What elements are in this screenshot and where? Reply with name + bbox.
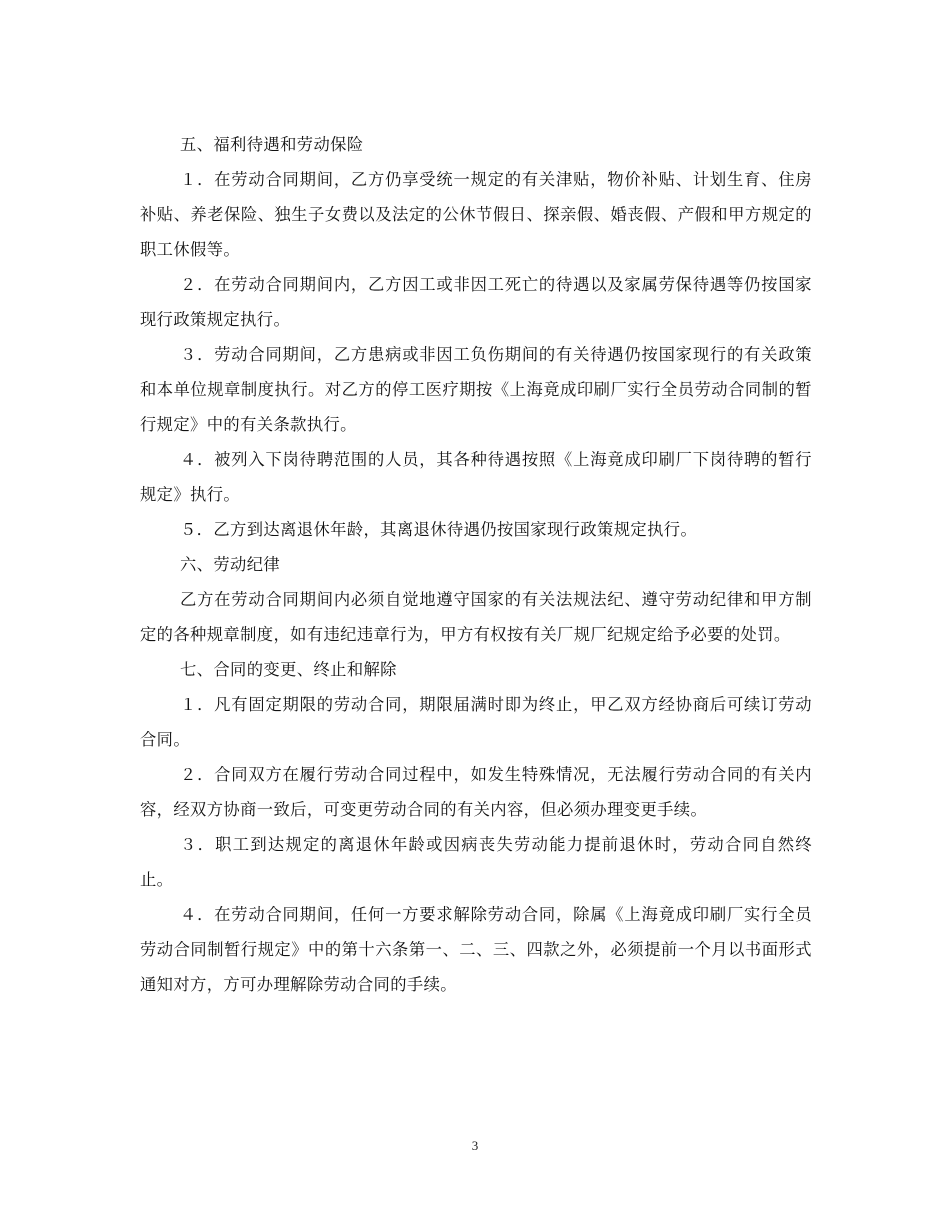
page-number: 3	[471, 1138, 479, 1153]
clause-welfare-3: ３．劳动合同期间，乙方患病或非因工负伤期间的有关待遇仍按国家现行的有关政策和本单位规章制度执行。对乙方的停工医疗期按《上海竟成印刷厂实行全员劳动合同制的暂行规定》中的有关条款执行。	[140, 345, 812, 434]
section-heading-welfare: 五、福利待遇和劳动保险	[180, 135, 364, 154]
section-heading-discipline: 六、劳动纪律	[180, 555, 281, 574]
section-heading-contract-changes: 七、合同的变更、终止和解除	[180, 660, 397, 679]
clause-welfare-5: ５．乙方到达离退休年龄，其离退休待遇仍按国家现行政策规定执行。	[180, 520, 698, 539]
clause-contract-1: １．凡有固定期限的劳动合同，期限届满时即为终止，甲乙双方经协商后可续订劳动合同。	[140, 695, 812, 749]
document-body	[140, 127, 812, 1002]
clause-welfare-1: １．在劳动合同期间，乙方仍享受统一规定的有关津贴，物价补贴、计划生育、住房补贴、养老保险、独生子女费以及法定的公休节假日、探亲假、婚丧假、产假和甲方规定的职工休假等。	[140, 170, 812, 259]
clause-contract-3: ３．职工到达规定的离退休年龄或因病丧失劳动能力提前退休时，劳动合同自然终止。	[140, 835, 812, 889]
clause-welfare-2: ２．在劳动合同期间内，乙方因工或非因工死亡的待遇以及家属劳保待遇等仍按国家现行政策规定执行。	[140, 275, 812, 329]
clause-contract-4: ４．在劳动合同期间，任何一方要求解除劳动合同，除属《上海竟成印刷厂实行全员劳动合同制暂行规定》中的第十六条第一、二、三、四款之外，必须提前一个月以书面形式通知对方，方可办理解除劳动合同的手续。	[140, 905, 812, 994]
clause-contract-2: ２．合同双方在履行劳动合同过程中，如发生特殊情况，无法履行劳动合同的有关内容，经双方协商一致后，可变更劳动合同的有关内容，但必须办理变更手续。	[140, 765, 812, 819]
clause-welfare-4: ４．被列入下岗待聘范围的人员，其各种待遇按照《上海竟成印刷厂下岗待聘的暂行规定》执行。	[140, 450, 812, 504]
clause-discipline: 乙方在劳动合同期间内必须自觉地遵守国家的有关法规法纪、遵守劳动纪律和甲方制定的各种规章制度，如有违纪违章行为，甲方有权按有关厂规厂纪规定给予必要的处罚。	[140, 590, 812, 644]
